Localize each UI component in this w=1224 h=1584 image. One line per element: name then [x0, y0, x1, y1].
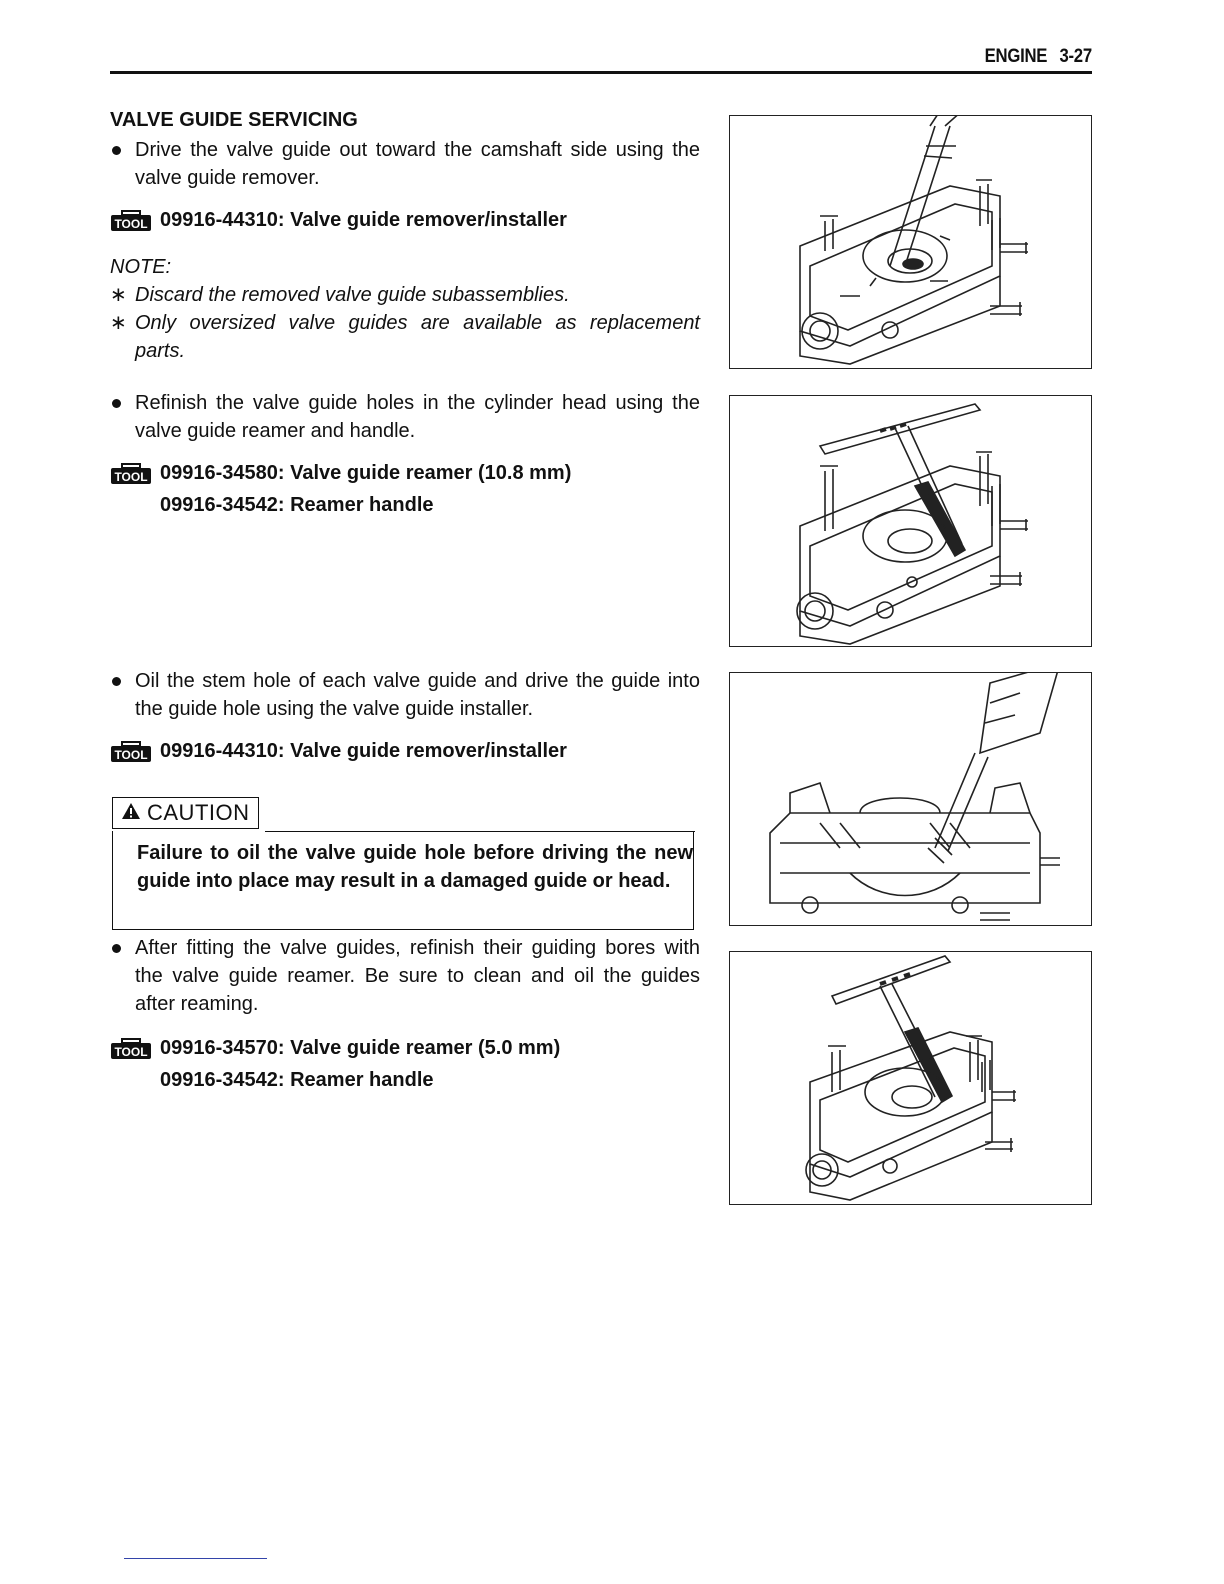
note-item-text: Only oversized valve guides are available as replacement parts.: [135, 312, 700, 362]
step-3-block: [110, 667, 700, 723]
header-text: [985, 46, 1092, 68]
figure-valve-guide-reaming: [729, 395, 1092, 647]
bullet-dot-icon: [112, 677, 121, 686]
step-2-tool: [110, 457, 700, 521]
bullet-dot-icon: [112, 944, 121, 953]
tool-spec: 09916-34570: Valve guide reamer (5.0 mm): [160, 1037, 561, 1059]
step-2-text: [110, 389, 700, 445]
figure-valve-guide-removal: [729, 115, 1092, 369]
note-item: [110, 281, 700, 309]
page-header: [110, 46, 1092, 74]
step-3-tool: [110, 735, 700, 767]
tool-line: [110, 735, 700, 767]
step-1-block: [110, 109, 700, 192]
note-item: [110, 309, 700, 365]
caution-label-text: CAUTION: [147, 800, 250, 825]
tool-icon: [110, 208, 152, 242]
step-4-text: [110, 934, 700, 1018]
tool-icon: [110, 739, 152, 773]
tool-icon: [110, 461, 152, 495]
tool-icon-label: TOOL: [114, 217, 148, 231]
tool-icon-label: TOOL: [114, 470, 148, 484]
caution-box: [112, 831, 694, 930]
step-4-text-content: After fitting the valve guides, refinish their guiding bores with the valve guide reamer. Be sure to clean and oil the guides after reaming.: [135, 937, 700, 1015]
header-rule: [110, 71, 1092, 74]
tool-line: [110, 204, 700, 236]
step-1-tool: [110, 204, 700, 236]
bullet-dot-icon: [112, 146, 121, 155]
step-3-text-content: Oil the stem hole of each valve guide and drive the guide into the guide hole using the valve guide installer.: [135, 670, 700, 720]
note-item-text: Discard the removed valve guide subassemblies.: [135, 284, 570, 306]
tool-spec: 09916-34580: Valve guide reamer (10.8 mm): [160, 462, 572, 484]
step-3-text: [110, 667, 700, 723]
tool-spec: 09916-44310: Valve guide remover/installer: [160, 740, 567, 762]
tool-line: [110, 1032, 700, 1096]
tool-spec: 09916-34542: Reamer handle: [160, 1069, 434, 1091]
step-2-block: [110, 389, 700, 445]
tool-icon: [110, 1036, 152, 1070]
footer-rule: [124, 1558, 267, 1559]
caution-label: [112, 797, 259, 829]
header-page-number: 3-27: [1059, 46, 1092, 67]
step-1-text-content: Drive the valve guide out toward the camshaft side using the valve guide remover.: [135, 139, 700, 189]
note-block: [110, 253, 700, 365]
asterisk-icon: ∗: [110, 312, 127, 334]
figure-valve-guide-installation: [729, 672, 1092, 926]
note-heading: NOTE:: [110, 256, 172, 278]
caution-text: Failure to oil the valve guide hole before driving the new guide into place may result in a damaged guide or head.: [137, 842, 693, 892]
step-4-block: [110, 934, 700, 1018]
bullet-dot-icon: [112, 399, 121, 408]
tool-icon-label: TOOL: [114, 1045, 148, 1059]
section-title: VALVE GUIDE SERVICING: [110, 109, 358, 131]
step-4-tool: [110, 1032, 700, 1096]
tool-icon-label: TOOL: [114, 748, 148, 762]
tool-line: [110, 457, 700, 521]
step-1-text: [110, 136, 700, 192]
tool-spec: 09916-34542: Reamer handle: [160, 494, 434, 516]
figure-guide-bore-reaming: [729, 951, 1092, 1205]
header-section: ENGINE: [984, 46, 1048, 67]
asterisk-icon: ∗: [110, 284, 127, 306]
tool-spec: 09916-44310: Valve guide remover/installer: [160, 209, 567, 231]
step-2-text-content: Refinish the valve guide holes in the cylinder head using the valve guide reamer and handle.: [135, 392, 700, 442]
warning-triangle-icon: [121, 798, 141, 828]
